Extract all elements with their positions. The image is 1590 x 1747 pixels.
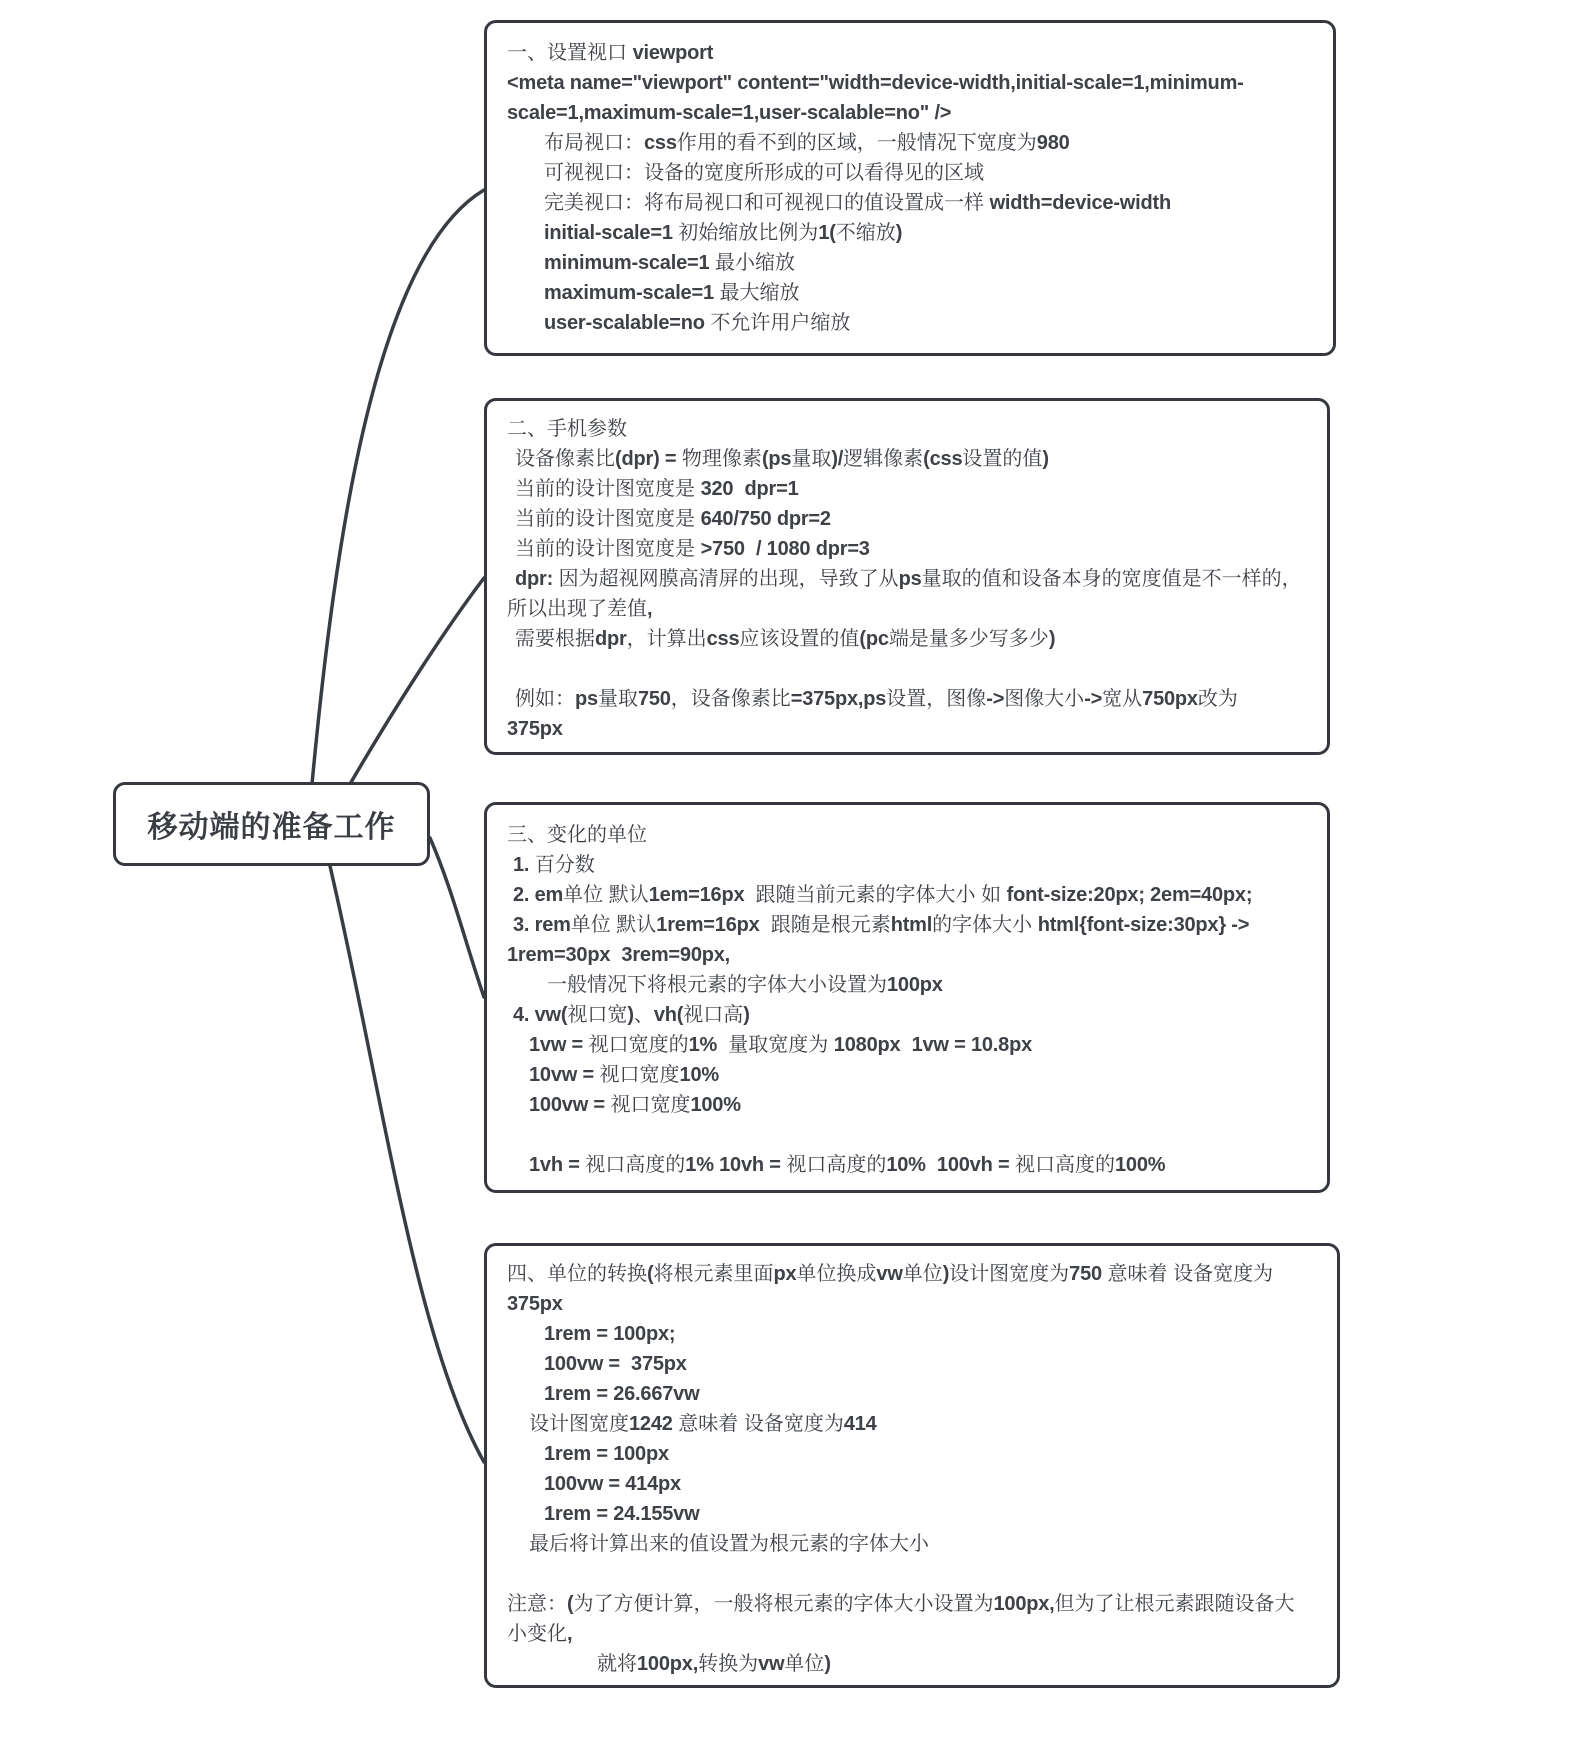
code-text: ) [942,1263,950,1285]
text-line: 小变化, [507,1623,573,1645]
code-text: 1242 [629,1413,673,1435]
code-text: 1080px [833,1034,901,1056]
text-line: 100vw = 视口宽度100% [529,1094,741,1116]
text-line: 完美视口：将布局视口和可视视口的值设置成一样 width=device-width [544,192,1171,214]
text-line: 四、单位的转换(将根元素里面px单位换成vw单位)设计图宽度为750 意味着 设备宽度为 [507,1263,1274,1285]
text-line [507,98,1313,128]
code-text: ) [1048,628,1056,650]
text-line: 需要根据dpr，计算出css应该设置的值(pc端是量多少写多少) [515,628,1056,650]
code-text: 1vh = [529,1154,580,1176]
code-text: dpr: [515,568,554,590]
blank-line [507,654,1307,684]
code-text: 1vw = 10.8px [911,1034,1033,1056]
text-line: 当前的设计图宽度是 320 dpr=1 [515,478,799,500]
code-text: ps [898,568,922,590]
code-text: 1vw = [529,1034,584,1056]
text-line: user-scalable=no 不允许用户缩放 [544,312,851,334]
code-text: ) [895,222,903,244]
text-line [507,1469,1317,1499]
code-text: dpr [595,628,627,650]
code-text: 1. [513,854,530,876]
code-text: 100vw = [529,1094,605,1116]
code-text: 1% [688,1034,718,1056]
code-text: 100px, [637,1653,699,1675]
code-text: (dpr) = [615,448,677,470]
text-line: 一般情况下将根元素的字体大小设置为100px [547,974,943,996]
code-text: 100px [887,974,943,996]
code-text: 1( [818,222,836,244]
code-text: vw [758,1653,785,1675]
text-line: 1. 百分数 [513,854,595,876]
text-line: 可视视口：设备的宽度所形成的可以看得见的区域 [544,162,984,184]
text-line: minimum-scale=1 最小缩放 [544,252,795,274]
connector-root-to-unit-conversion [330,866,484,1462]
code-text: 375px [507,718,563,740]
code-text: >750 [700,538,745,560]
code-text: (pc [859,628,889,650]
text-line [507,1379,1317,1409]
code-text: width=device-width [989,192,1171,214]
blank-line [507,1120,1307,1150]
code-text: 10% [886,1154,926,1176]
code-text: 750px [1142,688,1198,710]
code-text: -> [1084,688,1103,710]
text-line: 当前的设计图宽度是 >750 / 1080 dpr=3 [515,538,870,560]
text-line [507,1439,1317,1469]
code-text: 750 [637,688,671,710]
code-text: viewport [632,42,714,64]
node-phone-params[interactable] [484,398,1330,755]
code-text: 1rem = 26.667vw [544,1383,700,1405]
text-line: 三、变化的单位 [507,824,647,846]
text-line: 当前的设计图宽度是 640/750 dpr=2 [515,508,831,530]
code-text: minimum-scale=1 [544,252,710,274]
code-text: 375px [507,1293,563,1315]
code-text: px [773,1263,797,1285]
code-text: 100vh = [936,1154,1010,1176]
text-line: 就将100px,转换为vw单位) [597,1653,831,1675]
code-text: 640/750 dpr=2 [700,508,831,530]
code-text: -> [986,688,1005,710]
code-text: 1rem = 24.155vw [544,1503,700,1525]
code-text: 320 [700,478,734,500]
code-text: / 1080 dpr=3 [755,538,870,560]
code-text: 10vw = [529,1064,594,1086]
text-line [507,68,1313,98]
text-line [507,714,1307,744]
text-line: 1vw = 视口宽度的1% 量取宽度为 1080px 1vw = 10.8px [529,1034,1033,1056]
connector-root-to-phone-params [350,578,484,784]
text-line: 例如：ps量取750，设备像素比=375px,ps设置，图像->图像大小->宽从750px改为 [515,688,1238,710]
text-line: 所以出现了差值, [507,598,653,620]
code-text: 100px, [993,1593,1055,1615]
code-text: 1rem=16px [656,914,760,936]
code-text: initial-scale=1 [544,222,673,244]
blank-line [507,1559,1317,1589]
code-text: html [890,914,933,936]
code-text: )/ [831,448,844,470]
code-text: 100vw = 414px [544,1473,681,1495]
text-line: 最后将计算出来的值设置为根元素的字体大小 [529,1533,929,1555]
code-text: 100% [1115,1154,1166,1176]
text-line [507,940,1307,970]
node-changing-units[interactable] [484,802,1330,1193]
node-unit-conversion[interactable] [484,1243,1340,1688]
code-text: 1em=16px [648,884,745,906]
root-node-label: 移动端的准备工作 [147,811,396,844]
code-text: ) [1042,448,1049,470]
code-text: ) [743,1004,750,1026]
code-text: vw [876,1263,903,1285]
code-text: user-scalable=no [544,312,705,334]
text-line [507,1319,1317,1349]
code-text: 100% [690,1094,741,1116]
code-text: 2. em [513,884,564,906]
code-text: (ps [761,448,792,470]
code-text: 10% [679,1064,719,1086]
code-text: , [647,598,653,620]
code-text: 1rem = 100px; [544,1323,676,1345]
code-text: 3rem=90px, [621,944,731,966]
node-viewport[interactable] [484,20,1336,356]
text-line: dpr: 因为超视网膜高清屏的出现，导致了从ps量取的值和设备本身的宽度值是不一样的， [515,568,1302,590]
code-text: =375px,ps [790,688,887,710]
text-line: maximum-scale=1 最大缩放 [544,282,800,304]
code-text: 375px [631,1353,687,1375]
code-text: , [567,1623,573,1645]
code-text: font-size:20px; 2em=40px; [1006,884,1253,906]
code-text: ) [627,1004,634,1026]
code-text: 750 [1069,1263,1102,1285]
text-line: initial-scale=1 初始缩放比例为1(不缩放) [544,222,903,244]
text-line [507,1349,1317,1379]
text-line: 3. rem单位 默认1rem=16px 跟随是根元素html的字体大小 html{font-size:30px} -> [513,914,1250,936]
text-line [507,1499,1317,1529]
code-text: dpr=1 [744,478,799,500]
code-text: 980 [1036,132,1070,154]
text-line: 注意：(为了方便计算，一般将根元素的字体大小设置为100px,但为了让根元素跟随设备大 [507,1593,1295,1615]
code-text: vh( [653,1004,684,1026]
text-line: 10vw = 视口宽度10% [529,1064,719,1086]
code-text: 1rem=30px [507,944,611,966]
code-text: css [706,628,740,650]
root-node[interactable] [113,782,430,866]
code-text: css [644,132,677,154]
code-text: 3. rem [513,914,571,936]
text-line: 布局视口：css作用的看不到的区域，一般情况下宽度为980 [544,132,1070,154]
code-text: 1rem = 100px [544,1443,669,1465]
code-text: ) [824,1653,831,1675]
code-text: ps [575,688,598,710]
text-line: 设备像素比(dpr) = 物理像素(ps量取)/逻辑像素(css设置的值) [515,448,1049,470]
code-text: ( [567,1593,574,1615]
text-line: 1vh = 视口高度的1% 10vh = 视口高度的10% 100vh = 视口高度的100% [529,1154,1166,1176]
text-line: 二、手机参数 [507,418,627,440]
text-line: 2. em单位 默认1em=16px 跟随当前元素的字体大小 如 font-size:20px; 2em=40px; [513,884,1253,906]
code-text: scale=1,maximum-scale=1,user-scalable=no" /> [507,102,952,124]
code-text: 1% 10vh = [685,1154,781,1176]
text-line: 一、设置视口 viewport [507,42,714,64]
code-text: (css [923,448,963,470]
connector-root-to-changing-units [430,838,484,997]
code-text: 414 [843,1413,877,1435]
code-text: html{font-size:30px} -> [1037,914,1250,936]
text-line [507,1289,1317,1319]
code-text: ( [647,1263,654,1285]
code-text: maximum-scale=1 [544,282,714,304]
code-text: <meta name="viewport" content="width=device-width,initial-scale=1,minimum- [507,72,1244,94]
code-text: 4. vw( [513,1004,568,1026]
text-line: 设计图宽度1242 意味着 设备宽度为414 [529,1413,877,1435]
text-line: 4. vw(视口宽)、vh(视口高) [513,1004,750,1026]
connector-root-to-viewport [312,190,484,784]
code-text: 100vw = [544,1353,620,1375]
